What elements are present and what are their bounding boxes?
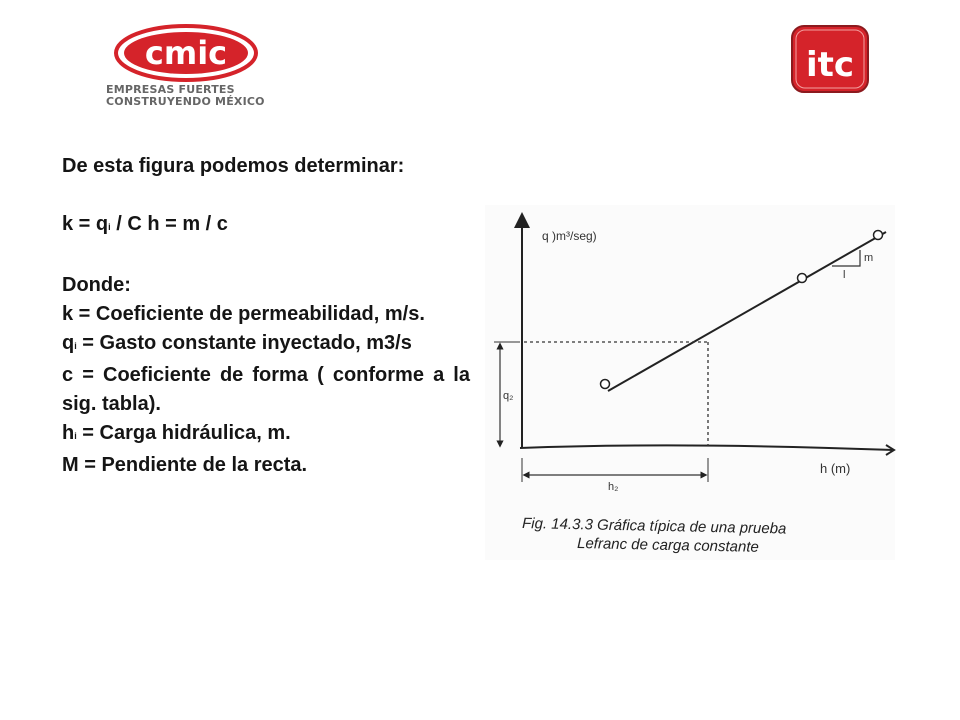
h-definition: hi = Carga hidráulica, m. [62, 422, 291, 444]
figure-caption-line2: Lefranc de carga constante [576, 535, 760, 556]
y-axis-label: q )m³/seg) [542, 229, 597, 243]
c-definition: c = Coeficiente de forma ( conforme a la sig. tabla). [62, 364, 470, 415]
figure-caption-line1: Fig. 14.3.3 Gráfica típica de una prueba [521, 515, 787, 538]
q-definition: qi = Gasto constante inyectado, m3/s [62, 332, 412, 354]
cmic-tagline-line2: CONSTRUYENDO MÉXICO [106, 95, 265, 108]
formula-line: k = qi / C h = m / c [62, 213, 228, 235]
cmic-logo-text: cmic [144, 34, 228, 72]
slope-label: m [864, 252, 874, 264]
main-text [62, 152, 470, 480]
data-point [874, 231, 883, 240]
itc-logo [790, 24, 870, 94]
donde-line: Donde: [62, 274, 131, 296]
cmic-tagline [106, 84, 265, 108]
data-point [798, 274, 807, 283]
itc-logo-text: itc [805, 45, 855, 85]
h-marker: h₂ [608, 481, 619, 493]
data-point [601, 380, 610, 389]
q-marker: q₂ [503, 390, 514, 402]
m-definition: M = Pendiente de la recta. [62, 454, 308, 476]
intro-line: De esta figura podemos determinar: [62, 155, 405, 177]
lefranc-graph [480, 200, 900, 565]
run-label: l [843, 269, 846, 281]
x-axis-label: h (m) [820, 461, 851, 476]
cmic-tagline-line1: EMPRESAS FUERTES [106, 83, 235, 96]
k-definition: k = Coeficiente de permeabilidad, m/s. [62, 303, 425, 325]
